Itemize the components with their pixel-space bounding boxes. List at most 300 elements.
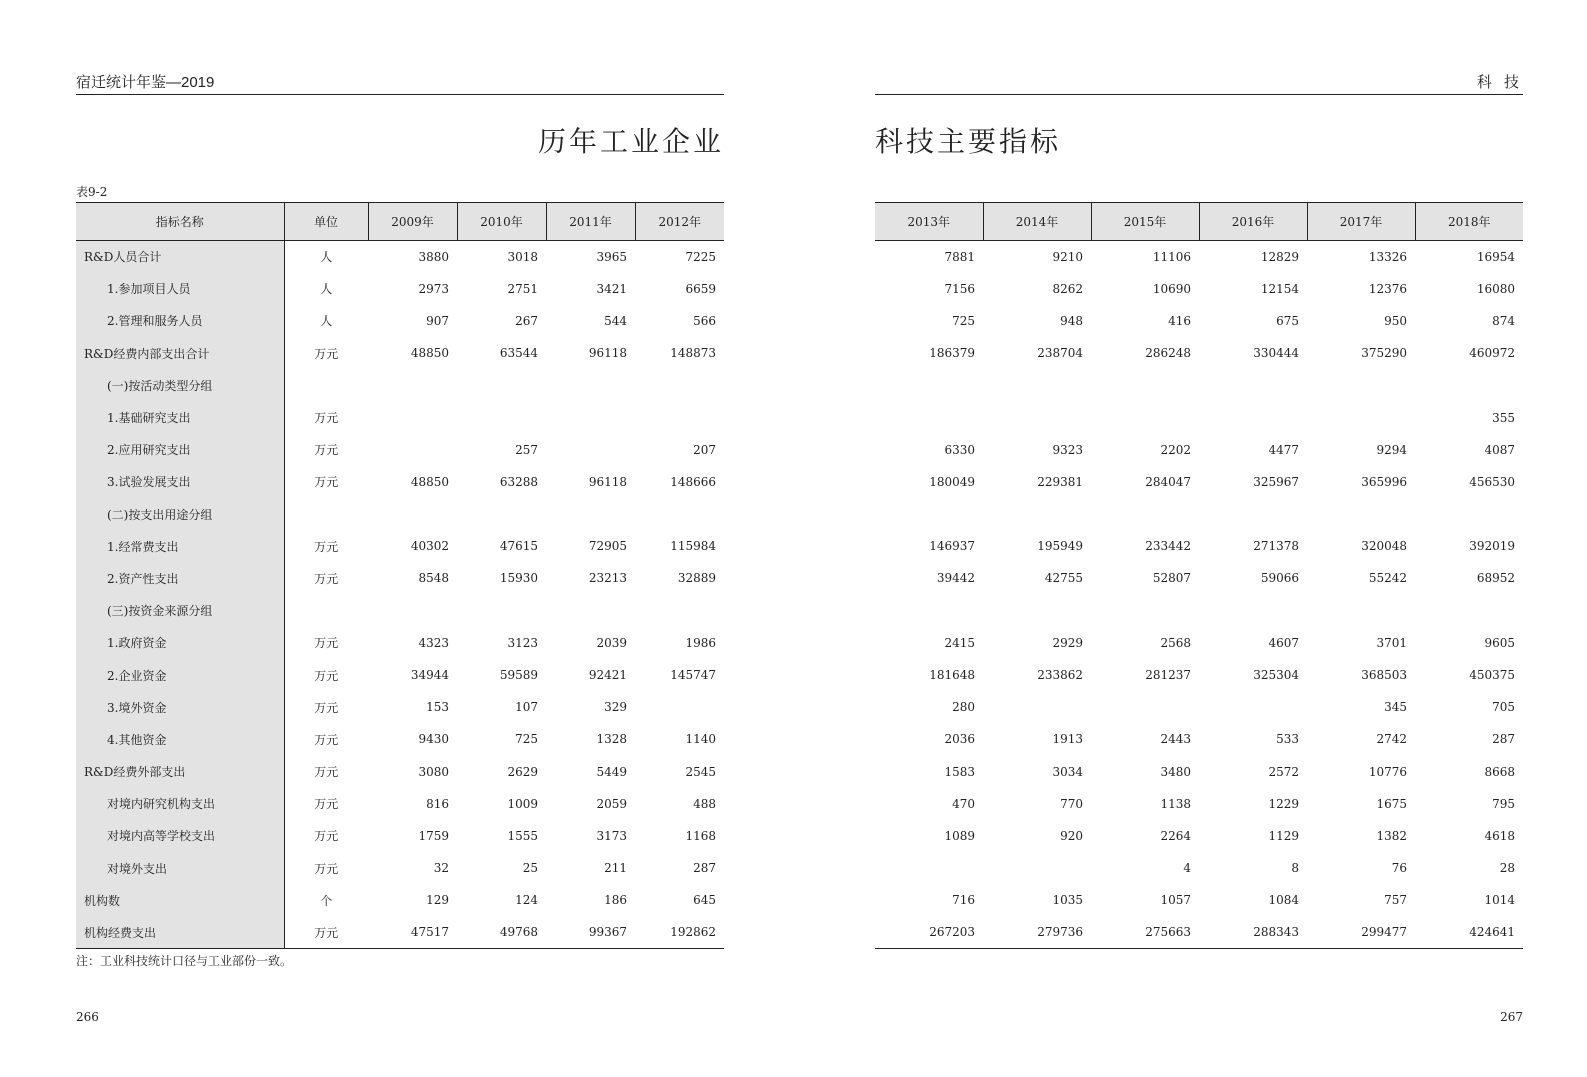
table-row — [875, 852, 1523, 884]
indicator-name-cell: 对境内研究机构支出 — [76, 788, 284, 820]
table-row — [76, 627, 724, 659]
value-cell: 68952 — [1476, 571, 1515, 586]
header-year: 2012年 — [635, 203, 724, 241]
indicator-name-cell: 2.企业资金 — [76, 659, 284, 691]
value-cell: 25 — [522, 861, 538, 876]
indicator-name-cell: 对境内高等学校支出 — [76, 820, 284, 852]
value-cell: 1913 — [1052, 732, 1083, 747]
table-row — [76, 401, 724, 433]
value-cell: 392019 — [1469, 539, 1515, 554]
value-cell: 645 — [693, 893, 716, 908]
value-cell: 1089 — [944, 828, 975, 843]
unit-cell: 人 — [320, 282, 333, 297]
table-row — [875, 466, 1523, 498]
value-cell — [635, 595, 724, 627]
header-year: 2011年 — [546, 203, 635, 241]
table-row — [76, 241, 724, 273]
value-cell: 375290 — [1361, 346, 1407, 361]
table-row — [875, 595, 1523, 627]
value-cell: 15930 — [499, 571, 538, 586]
value-cell: 4618 — [1484, 828, 1515, 843]
value-cell — [1091, 595, 1199, 627]
table-row — [76, 916, 724, 948]
title-right: 科技主要指标 — [875, 125, 1062, 158]
value-cell: 2039 — [596, 635, 627, 650]
table-note: 注：工业科技统计口径与工业部份一致。 — [76, 954, 293, 968]
value-cell: 770 — [1060, 796, 1083, 811]
value-cell: 533 — [1276, 732, 1299, 747]
value-cell: 1328 — [596, 732, 627, 747]
value-cell: 795 — [1492, 796, 1515, 811]
value-cell: 9210 — [1052, 249, 1083, 264]
header-year: 2013年 — [875, 203, 983, 241]
value-cell: 450375 — [1469, 668, 1515, 683]
unit-cell: 万元 — [314, 443, 339, 458]
value-cell: 3965 — [596, 249, 627, 264]
value-cell: 948 — [1060, 313, 1083, 328]
value-cell — [983, 595, 1091, 627]
value-cell — [457, 401, 546, 433]
value-cell: 13326 — [1368, 249, 1407, 264]
right-table-body — [875, 241, 1523, 949]
value-cell: 153 — [426, 700, 449, 715]
value-cell: 192862 — [635, 916, 724, 948]
value-cell: 1986 — [685, 635, 716, 650]
value-cell: 544 — [604, 313, 627, 328]
value-cell: 40302 — [410, 539, 449, 554]
value-cell: 907 — [426, 313, 449, 328]
value-cell: 1382 — [1376, 828, 1407, 843]
table-row — [875, 434, 1523, 466]
right-header-row — [875, 203, 1523, 241]
table-row — [875, 337, 1523, 369]
value-cell — [1199, 691, 1307, 723]
value-cell: 16954 — [1476, 249, 1515, 264]
value-cell: 4087 — [1484, 442, 1515, 457]
value-cell: 211 — [604, 861, 627, 876]
header-year: 2010年 — [457, 203, 546, 241]
value-cell — [875, 595, 983, 627]
value-cell — [983, 852, 1091, 884]
value-cell — [368, 595, 457, 627]
value-cell: 3018 — [507, 249, 538, 264]
value-cell: 115984 — [670, 539, 716, 554]
value-cell: 233442 — [1145, 539, 1191, 554]
page-number-right: 267 — [1500, 1010, 1523, 1024]
value-cell: 325304 — [1253, 668, 1299, 683]
value-cell: 48850 — [410, 346, 449, 361]
value-cell: 32 — [433, 861, 449, 876]
indicator-name-cell: (三)按资金来源分组 — [76, 595, 284, 627]
value-cell — [368, 434, 457, 466]
value-cell: 2973 — [418, 281, 449, 296]
value-cell: 1583 — [944, 764, 975, 779]
value-cell: 39442 — [936, 571, 975, 586]
value-cell: 10776 — [1368, 764, 1407, 779]
value-cell: 284047 — [1145, 474, 1191, 489]
value-cell: 470 — [952, 796, 975, 811]
value-cell: 63544 — [499, 346, 538, 361]
value-cell: 76 — [1391, 861, 1407, 876]
table-row — [875, 723, 1523, 755]
indicator-name-cell: 机构经费支出 — [76, 916, 284, 948]
value-cell: 1057 — [1160, 893, 1191, 908]
value-cell: 23213 — [588, 571, 627, 586]
table-row — [875, 659, 1523, 691]
value-cell: 207 — [693, 442, 716, 457]
value-cell: 186 — [604, 893, 627, 908]
table-row — [76, 723, 724, 755]
indicator-name-cell: 4.其他资金 — [76, 723, 284, 755]
value-cell: 2202 — [1160, 442, 1191, 457]
header-year: 2014年 — [983, 203, 1091, 241]
table-row — [76, 562, 724, 594]
value-cell: 2568 — [1160, 635, 1191, 650]
table-row — [76, 337, 724, 369]
value-cell: 3480 — [1160, 764, 1191, 779]
value-cell: 566 — [693, 313, 716, 328]
value-cell: 271378 — [1253, 539, 1299, 554]
value-cell — [983, 498, 1091, 530]
value-cell: 6330 — [944, 442, 975, 457]
unit-cell: 万元 — [314, 346, 339, 361]
value-cell: 96118 — [588, 474, 627, 489]
value-cell: 233862 — [1037, 668, 1083, 683]
value-cell: 92421 — [588, 668, 627, 683]
running-head-right: 科 技 — [875, 74, 1523, 95]
value-cell: 4477 — [1268, 442, 1299, 457]
value-cell: 7156 — [944, 281, 975, 296]
indicator-name-cell: R&D经费内部支出合计 — [76, 337, 284, 369]
value-cell: 345 — [1384, 700, 1407, 715]
value-cell: 1129 — [1268, 828, 1299, 843]
header-year: 2015年 — [1091, 203, 1199, 241]
value-cell: 148666 — [670, 474, 716, 489]
left-header-row — [76, 203, 724, 241]
value-cell: 3173 — [596, 828, 627, 843]
value-cell — [1307, 498, 1415, 530]
left-page — [76, 0, 724, 1077]
running-head-left: 宿迁统计年鉴—2019 — [76, 74, 724, 95]
title-left: 历年工业企业 — [537, 125, 724, 158]
value-cell: 3080 — [418, 764, 449, 779]
value-cell: 12376 — [1368, 281, 1407, 296]
value-cell — [1307, 595, 1415, 627]
value-cell: 12154 — [1260, 281, 1299, 296]
indicator-name-cell: R&D人员合计 — [76, 241, 284, 273]
value-cell: 9430 — [418, 732, 449, 747]
value-cell: 4 — [1183, 861, 1191, 876]
indicator-name-cell: 2.资产性支出 — [76, 562, 284, 594]
left-table-body — [76, 241, 724, 949]
value-cell: 59589 — [499, 668, 538, 683]
table-row — [875, 273, 1523, 305]
table-row — [875, 369, 1523, 401]
left-data-table — [76, 202, 724, 949]
value-cell: 107 — [515, 700, 538, 715]
unit-cell: 万元 — [314, 475, 339, 490]
value-cell — [1415, 595, 1523, 627]
value-cell: 368503 — [1361, 668, 1407, 683]
table-row — [875, 916, 1523, 948]
table-row — [76, 820, 724, 852]
value-cell — [1091, 401, 1199, 433]
table-row — [875, 530, 1523, 562]
value-cell — [1307, 401, 1415, 433]
header-year: 2009年 — [368, 203, 457, 241]
unit-cell: 人 — [320, 250, 333, 265]
value-cell: 1009 — [507, 796, 538, 811]
indicator-name-cell: 2.管理和服务人员 — [76, 305, 284, 337]
value-cell: 180049 — [929, 474, 975, 489]
value-cell: 4323 — [418, 635, 449, 650]
value-cell: 1168 — [685, 828, 716, 843]
value-cell: 920 — [1060, 828, 1083, 843]
right-data-table — [875, 202, 1523, 949]
table-row — [76, 434, 724, 466]
indicator-name-cell: 对境外支出 — [76, 852, 284, 884]
value-cell: 129 — [426, 893, 449, 908]
indicator-name-cell: (二)按支出用途分组 — [76, 498, 284, 530]
indicator-name-cell: 机构数 — [76, 884, 284, 916]
value-cell: 1138 — [1160, 796, 1191, 811]
header-indicator-name: 指标名称 — [76, 203, 284, 241]
table-row — [76, 788, 724, 820]
value-cell — [1091, 369, 1199, 401]
value-cell: 8 — [1291, 861, 1299, 876]
unit-cell: 万元 — [314, 700, 339, 715]
value-cell — [457, 369, 546, 401]
value-cell — [983, 369, 1091, 401]
header-unit: 单位 — [284, 203, 368, 241]
value-cell: 47615 — [499, 539, 538, 554]
table-number: 表9-2 — [76, 185, 108, 199]
table-row — [875, 241, 1523, 273]
value-cell: 257 — [515, 442, 538, 457]
value-cell — [1199, 401, 1307, 433]
value-cell: 2751 — [507, 281, 538, 296]
value-cell: 1555 — [507, 828, 538, 843]
value-cell: 32889 — [677, 571, 716, 586]
value-cell — [635, 369, 724, 401]
value-cell: 2629 — [507, 764, 538, 779]
unit-cell: 万元 — [314, 732, 339, 747]
value-cell: 1229 — [1268, 796, 1299, 811]
value-cell: 1759 — [418, 828, 449, 843]
indicator-name-cell: 1.基础研究支出 — [76, 401, 284, 433]
value-cell — [368, 369, 457, 401]
value-cell — [875, 498, 983, 530]
unit-cell — [284, 595, 368, 627]
table-row — [875, 401, 1523, 433]
table-row — [76, 305, 724, 337]
header-year: 2017年 — [1307, 203, 1415, 241]
unit-cell: 万元 — [314, 797, 339, 812]
value-cell: 9323 — [1052, 442, 1083, 457]
value-cell: 146937 — [929, 539, 975, 554]
value-cell: 3421 — [596, 281, 627, 296]
value-cell: 1675 — [1376, 796, 1407, 811]
unit-cell: 人 — [320, 314, 333, 329]
indicator-name-cell: 1.参加项目人员 — [76, 273, 284, 305]
value-cell: 238704 — [1037, 346, 1083, 361]
value-cell: 12829 — [1260, 249, 1299, 264]
value-cell: 416 — [1168, 313, 1191, 328]
value-cell: 460972 — [1469, 346, 1515, 361]
value-cell: 456530 — [1469, 474, 1515, 489]
table-row — [76, 595, 724, 627]
value-cell: 275663 — [1091, 916, 1199, 948]
value-cell: 1014 — [1484, 893, 1515, 908]
indicator-name-cell: 3.境外资金 — [76, 691, 284, 723]
value-cell: 287 — [1492, 732, 1515, 747]
value-cell: 725 — [952, 313, 975, 328]
value-cell — [546, 434, 635, 466]
unit-cell: 万元 — [314, 861, 339, 876]
table-row — [76, 691, 724, 723]
value-cell: 299477 — [1307, 916, 1415, 948]
value-cell: 195949 — [1037, 539, 1083, 554]
value-cell — [1199, 595, 1307, 627]
indicator-name-cell: (一)按活动类型分组 — [76, 369, 284, 401]
table-row — [76, 852, 724, 884]
value-cell: 63288 — [499, 474, 538, 489]
value-cell: 186379 — [929, 346, 975, 361]
value-cell: 28 — [1499, 861, 1515, 876]
unit-cell — [284, 369, 368, 401]
header-year: 2018年 — [1415, 203, 1523, 241]
value-cell: 705 — [1492, 700, 1515, 715]
value-cell: 34944 — [410, 668, 449, 683]
unit-cell — [284, 498, 368, 530]
indicator-name-cell: 2.应用研究支出 — [76, 434, 284, 466]
value-cell — [635, 691, 724, 723]
value-cell: 716 — [952, 893, 975, 908]
value-cell — [546, 369, 635, 401]
value-cell — [1091, 498, 1199, 530]
indicator-name-cell: R&D经费外部支出 — [76, 756, 284, 788]
unit-cell: 万元 — [314, 411, 339, 426]
right-page — [875, 0, 1523, 1077]
unit-cell: 万元 — [314, 765, 339, 780]
value-cell: 7881 — [944, 249, 975, 264]
value-cell: 148873 — [670, 346, 716, 361]
table-row — [76, 369, 724, 401]
value-cell: 2545 — [685, 764, 716, 779]
table-row — [875, 820, 1523, 852]
value-cell — [983, 401, 1091, 433]
value-cell: 675 — [1276, 313, 1299, 328]
value-cell: 124 — [515, 893, 538, 908]
value-cell: 1140 — [685, 732, 716, 747]
value-cell: 16080 — [1476, 281, 1515, 296]
value-cell: 11106 — [1152, 249, 1191, 264]
table-row — [76, 756, 724, 788]
value-cell — [635, 498, 724, 530]
value-cell: 42755 — [1044, 571, 1083, 586]
value-cell — [1307, 369, 1415, 401]
value-cell: 96118 — [588, 346, 627, 361]
value-cell: 3123 — [507, 635, 538, 650]
table-row — [875, 562, 1523, 594]
table-row — [76, 884, 724, 916]
value-cell: 424641 — [1415, 916, 1523, 948]
value-cell: 2415 — [944, 635, 975, 650]
table-row — [875, 884, 1523, 916]
value-cell: 874 — [1492, 313, 1515, 328]
value-cell: 8548 — [418, 571, 449, 586]
value-cell: 325967 — [1253, 474, 1299, 489]
value-cell: 1084 — [1268, 893, 1299, 908]
value-cell — [1199, 498, 1307, 530]
value-cell: 2443 — [1160, 732, 1191, 747]
value-cell: 229381 — [1037, 474, 1083, 489]
value-cell — [368, 498, 457, 530]
value-cell: 9605 — [1484, 635, 1515, 650]
value-cell: 329 — [604, 700, 627, 715]
value-cell: 1035 — [1052, 893, 1083, 908]
value-cell: 4607 — [1268, 635, 1299, 650]
unit-cell: 万元 — [314, 829, 339, 844]
value-cell: 267 — [515, 313, 538, 328]
value-cell: 72905 — [588, 539, 627, 554]
value-cell: 365996 — [1361, 474, 1407, 489]
value-cell: 10690 — [1152, 281, 1191, 296]
value-cell — [1091, 691, 1199, 723]
value-cell: 950 — [1384, 313, 1407, 328]
value-cell — [875, 852, 983, 884]
table-row — [875, 305, 1523, 337]
value-cell — [546, 401, 635, 433]
table-row — [76, 466, 724, 498]
value-cell: 2264 — [1160, 828, 1191, 843]
value-cell: 3880 — [418, 249, 449, 264]
value-cell: 7225 — [685, 249, 716, 264]
value-cell: 6659 — [685, 281, 716, 296]
value-cell — [1415, 369, 1523, 401]
table-row — [875, 788, 1523, 820]
value-cell — [875, 369, 983, 401]
value-cell: 267203 — [875, 916, 983, 948]
unit-cell: 万元 — [314, 636, 339, 651]
value-cell — [875, 401, 983, 433]
value-cell: 816 — [426, 796, 449, 811]
value-cell: 8262 — [1052, 281, 1083, 296]
value-cell: 287 — [693, 861, 716, 876]
indicator-name-cell: 3.试验发展支出 — [76, 466, 284, 498]
value-cell: 181648 — [929, 668, 975, 683]
value-cell: 3034 — [1052, 764, 1083, 779]
value-cell — [368, 401, 457, 433]
value-cell: 286248 — [1145, 346, 1191, 361]
value-cell: 280 — [952, 700, 975, 715]
table-row — [875, 756, 1523, 788]
value-cell: 9294 — [1376, 442, 1407, 457]
value-cell — [635, 401, 724, 433]
value-cell: 59066 — [1260, 571, 1299, 586]
table-row — [76, 530, 724, 562]
value-cell: 2742 — [1376, 732, 1407, 747]
value-cell: 2572 — [1268, 764, 1299, 779]
indicator-name-cell: 1.经常费支出 — [76, 530, 284, 562]
table-row — [875, 498, 1523, 530]
value-cell: 47517 — [368, 916, 457, 948]
value-cell: 2036 — [944, 732, 975, 747]
value-cell: 3701 — [1376, 635, 1407, 650]
unit-cell: 万元 — [314, 571, 339, 586]
table-row — [875, 627, 1523, 659]
value-cell: 5449 — [596, 764, 627, 779]
